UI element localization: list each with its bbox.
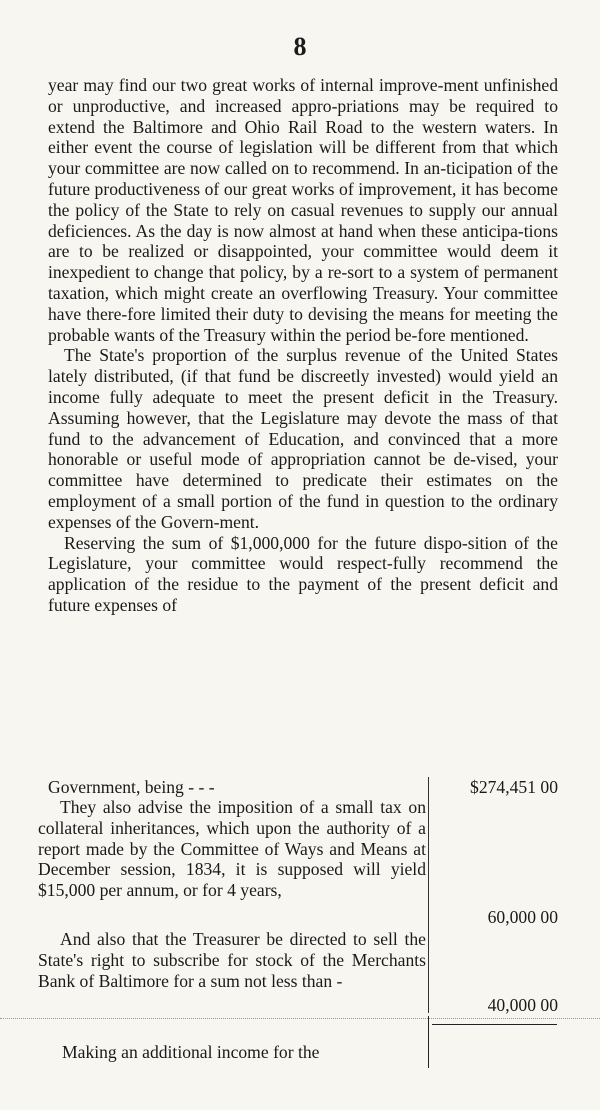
closing-bracket [428, 1016, 429, 1068]
paragraph-2: The State's proportion of the surplus revenue of the United States lately distributed, (if that fund be discreetly invested) would yield an income fully adequate to meet the present deficit in the Treasury. Assuming however, that the Legislature may devote the mass of that fund to the advancement of Education, and convinced that a more honorable or useful mode of appropriation cannot be de-vised, your committee have determined to predicate their estimates on the employment of a small portion of the fund in question to the ordinary expenses of the Govern-ment. [48, 345, 558, 532]
row-amount: 60,000 00 [487, 907, 558, 927]
page-number: 8 [293, 32, 307, 61]
fold-line [0, 1018, 600, 1020]
table-divider [428, 777, 429, 1013]
row-amount: 40,000 00 [487, 995, 558, 1015]
appropriation-table [38, 777, 558, 1027]
row-amount: $274,451 00 [470, 777, 558, 797]
closing-line: Making an additional income for the [62, 1042, 320, 1062]
row-label: And also that the Treasurer be directed to sell the State's right to subscribe for stock of the Merchants Bank of Baltimore for a sum not less than - [38, 929, 426, 991]
paragraph-1: year may find our two great works of internal improve-ment unfinished or unproductive, and increased appro-priations may be required to extend the Baltimore and Ohio Rail Road to the western waters. In either event the course of legislation will be different from that which your committee are now called on to recommend. In an-ticipation of the future productiveness of our great works of improvement, it has become the policy of the State to rely on casual revenues to supply our annual deficiences. As the day is now almost at hand when these anticipa-tions are to be realized or disappointed, your committee would deem it inexpedient to change that policy, by a re-sort to a system of permanent taxation, which might create an overflowing Treasury. Your committee have there-fore limited their duty to devising the means for meeting the probable wants of the Treasury within the period be-fore mentioned. [48, 75, 558, 345]
paragraph-3: Reserving the sum of $1,000,000 for the future dispo-sition of the Legislature, your committee would respect-fully recommend the application of the residue to the payment of the present deficit and future expenses of [48, 532, 558, 615]
row-label: They also advise the imposition of a small tax on collateral inheritances, which upon the authority of a report made by the Committee of Ways and Means at December session, 1834, it is supposed will yield $15,000 per annum, or for 4 years, [38, 797, 426, 901]
total-rule [432, 1024, 557, 1025]
row-label: Government, being - - - [48, 777, 215, 797]
body-text [48, 75, 558, 616]
